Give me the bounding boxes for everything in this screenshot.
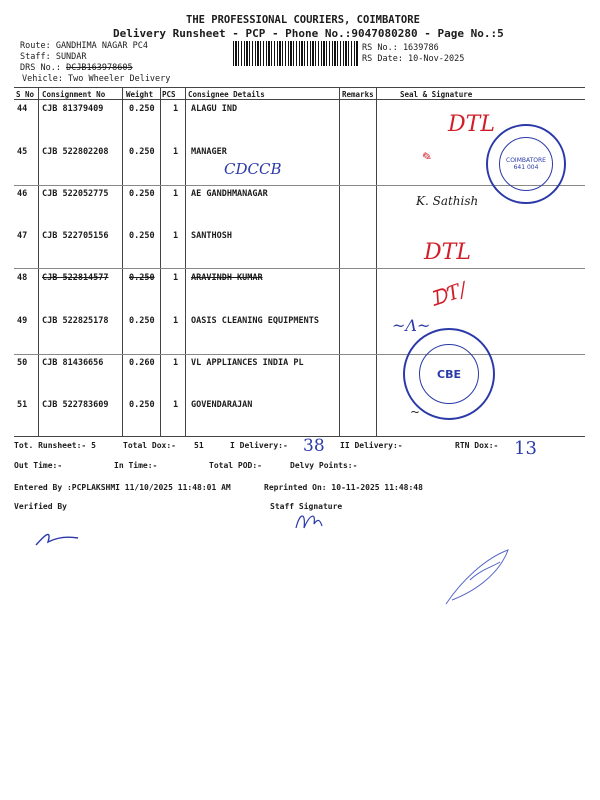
row-weight: 0.250 — [129, 189, 155, 199]
row-consignment: CJB 522814577 — [42, 273, 109, 283]
row-consignment: CJB 522825178 — [42, 316, 109, 326]
drs-label: DRS No.: — [20, 63, 61, 73]
total-dox-value: 51 — [194, 441, 204, 450]
row-consignee: ARAVINDH KUMAR — [191, 273, 263, 283]
row-consignee: VL APPLIANCES INDIA PL — [191, 358, 304, 368]
rtn-dox-value: 13 — [514, 438, 537, 459]
row-sno: 49 — [17, 316, 28, 326]
out-time-label: Out Time:- — [14, 461, 63, 470]
handwritten-signature: K. Sathish — [416, 194, 479, 208]
handwritten-signature: CDCCB — [224, 160, 282, 178]
in-time-label: In Time:- — [114, 461, 158, 470]
handwritten-signature: ~Λ~ — [392, 316, 431, 335]
reprinted-on: Reprinted On: 10-11-2025 11:48:48 — [264, 483, 423, 492]
drs-number — [20, 63, 133, 73]
i-delivery-value: 38 — [303, 436, 325, 456]
row-consignment: CJB 522705156 — [42, 231, 109, 241]
barcode — [233, 41, 358, 66]
row-pcs: 1 — [173, 358, 179, 368]
row-consignment: CJB 522052775 — [42, 189, 109, 199]
ii-delivery-label: II Delivery:- — [340, 441, 403, 450]
total-pod-label: Total POD:- — [209, 461, 262, 470]
rtn-dox-label: RTN Dox:- — [455, 441, 499, 450]
row-pcs: 1 — [173, 231, 179, 241]
row-weight: 0.250 — [129, 104, 155, 114]
row-weight: 0.250 — [129, 231, 155, 241]
row-consignee: MANAGER — [191, 147, 227, 157]
verified-signature-stroke — [36, 534, 78, 545]
col-consignment: Consignment No — [42, 90, 106, 99]
handwritten-signature: ~ — [410, 405, 421, 419]
row-pcs: 1 — [173, 189, 179, 199]
col-consignee: Consignee Details — [188, 90, 265, 99]
i-delivery-label: I Delivery:- — [230, 441, 288, 450]
row-consignment: CJB 522802208 — [42, 147, 109, 157]
row-consignee: SANTHOSH — [191, 231, 232, 241]
staff-signature-stroke — [296, 516, 322, 528]
col-weight: Weight — [126, 90, 154, 99]
total-runsheet: Tot. Runsheet:- 5 — [14, 441, 96, 450]
row-weight: 0.250 — [129, 316, 155, 326]
row-consignment: CJB 522783609 — [42, 400, 109, 410]
handwritten-delivery-mark: DTL — [448, 112, 495, 137]
route-text: Route: GANDHIMA NAGAR PC4 — [20, 41, 148, 51]
row-consignee: OASIS CLEANING EQUIPMENTS — [191, 316, 319, 326]
row-consignee: AE GANDHMANAGAR — [191, 189, 268, 199]
staff-signature-label: Staff Signature — [270, 502, 343, 511]
delivery-points-label: Delvy Points:- — [290, 461, 358, 470]
company-stamp: CBE — [403, 328, 495, 420]
row-sno: 46 — [17, 189, 28, 199]
row-pcs: 1 — [173, 400, 179, 410]
bank-stamp: COIMBATORE 641 004 — [486, 124, 566, 204]
row-sno: 47 — [17, 231, 28, 241]
col-remarks: Remarks — [342, 90, 374, 99]
row-sno: 45 — [17, 147, 28, 157]
vehicle-text: Vehicle: Two Wheeler Delivery — [22, 74, 171, 84]
row-pcs: 1 — [173, 316, 179, 326]
row-sno: 51 — [17, 400, 28, 410]
row-sno: 50 — [17, 358, 28, 368]
row-consignment: CJB 81436656 — [42, 358, 104, 368]
col-pcs: PCS — [162, 90, 176, 99]
row-sno: 44 — [17, 104, 28, 114]
rs-date: RS Date: 10-Nov-2025 — [362, 54, 465, 64]
col-seal-signature: Seal & Signature — [400, 90, 473, 99]
runsheet-subtitle: Delivery Runsheet - PCP - Phone No.:9047080280 - Page No.:5 — [113, 27, 504, 40]
row-pcs: 1 — [173, 273, 179, 283]
row-pcs: 1 — [173, 147, 179, 157]
verified-by-label: Verified By — [14, 502, 67, 511]
drs-value: DCJB163978605 — [66, 63, 133, 73]
row-sno: 48 — [17, 273, 28, 283]
row-pcs: 1 — [173, 104, 179, 114]
rs-number: RS No.: 1639786 — [362, 43, 439, 53]
row-consignee: ALAGU IND — [191, 104, 238, 114]
handwritten-delivery-mark: ᗪƬ/ — [427, 276, 470, 312]
total-dox-label: Total Dox:- — [123, 441, 176, 450]
row-consignment: CJB 81379409 — [42, 104, 104, 114]
footer-signature-stroke — [446, 550, 508, 604]
staff-text: Staff: SUNDAR — [20, 52, 87, 62]
entered-by: Entered By :PCPLAKSHMI 11/10/2025 11:48:01 AM — [14, 483, 231, 492]
row-weight: 0.260 — [129, 358, 155, 368]
row-weight: 0.250 — [129, 400, 155, 410]
handwritten-delivery-mark: DTL — [424, 240, 471, 265]
company-title: THE PROFESSIONAL COURIERS, COIMBATORE — [186, 14, 420, 26]
row-weight: 0.250 — [129, 273, 155, 283]
row-consignee: GOVENDARAJAN — [191, 400, 253, 410]
col-sno: S No — [16, 90, 35, 99]
handwritten-date-mark: ✎ — [418, 148, 434, 166]
row-weight: 0.250 — [129, 147, 155, 157]
